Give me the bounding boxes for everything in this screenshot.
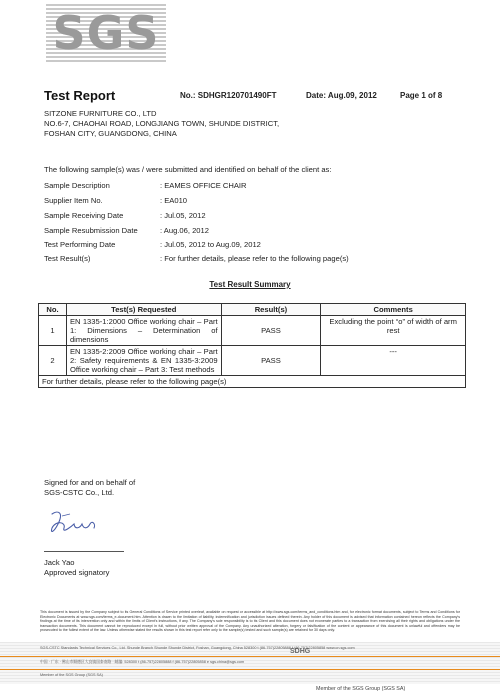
field-value: : EAMES OFFICE CHAIR: [160, 181, 247, 190]
table-header-row: [39, 304, 466, 316]
report-number: No.: SDHGR120701490FT: [180, 91, 277, 100]
client-address-line: FOSHAN CITY, GUANGDONG, CHINA: [44, 129, 177, 138]
signing-company: SGS-CSTC Co., Ltd.: [44, 488, 115, 497]
client-address-line: NO.6-7, CHAOHAI ROAD, LONGJIANG TOWN, SHUNDE DISTRICT,: [44, 119, 280, 128]
table-footer-row: [39, 376, 466, 388]
column-header: Test(s) Requested: [66, 304, 221, 316]
field-label: Test Performing Date: [44, 240, 116, 249]
test-result: PASS: [221, 316, 321, 346]
test-comment: Excluding the point “o” of width of arm rest: [321, 316, 466, 346]
report-title: Test Report: [44, 88, 116, 103]
summary-table: [38, 303, 466, 388]
row-number: 1: [39, 316, 67, 346]
branch-code: SDHG: [290, 648, 311, 655]
field-value: : Aug.06, 2012: [160, 226, 209, 235]
report-date: Date: Aug.09, 2012: [306, 91, 377, 100]
page-indicator: Page 1 of 8: [400, 91, 443, 100]
handwritten-signature: [44, 502, 104, 542]
signer-name: Jack Yao: [44, 558, 75, 567]
row-number: 2: [39, 346, 67, 376]
footer-divider: [0, 669, 500, 670]
footer-group-line: Member of the SGS Group (SGS SA): [40, 673, 103, 677]
table-row: [39, 346, 466, 376]
test-requested: EN 1335-2:2009 Office working chair – Part 2: Safety requirements & EN 1335-3:2009 Office working chair – Part 3: Test methods: [66, 346, 221, 376]
client-name: SITZONE FURNITURE CO., LTD: [44, 109, 157, 118]
sgs-logo: [46, 4, 166, 62]
footer-address-en: SGS-CSTC Standards Technical Services Co., Ltd. Shunde Branch Shunde Shunde District, Foshan, Guangdong, China 528300 t (86-757)22805888 f (86-757)22805858 www.cn.sgs.com: [40, 646, 355, 650]
test-comment: ---: [321, 346, 466, 376]
logo-text: SGS: [52, 6, 160, 60]
intro-text: The following sample(s) was / were submitted and identified on behalf of the client as:: [44, 165, 332, 174]
field-label: Sample Description: [44, 181, 110, 190]
column-header: Comments: [321, 304, 466, 316]
field-label: Sample Receiving Date: [44, 211, 124, 220]
legal-notice: This document is issued by the Company subject to its General Conditions of Service printed overleaf, available on request or accessible at http://www.sgs.com/terms_and_conditions.htm and, for electronic format documents, subject to Terms and Conditions for Electronic Documents at www.sgs.com/terms_e-document.htm. Attention is drawn to the limitation of liability, indemnification and jurisdiction issues defined therein. Any holder of this document is advised that information contained hereon reflects the Company's findings at the time of its intervention only and within the limits of Client's instructions, if any. The Company's sole responsibility is to its Client and this document does not exonerate parties to a transaction from exercising all their rights and obligations under the transaction documents. This document cannot be reproduced except in full, without prior written approval of the Company. Any unauthorized alteration, forgery or falsification of the content or appearance of this document is unlawful and offenders may be prosecuted to the fullest extent of the law. Unless otherwise stated the results shown in this test report refer only to the sample(s) tested and such sample(s) are retained for 30 days only.: [40, 610, 460, 633]
test-requested: EN 1335-1:2000 Office working chair – Part 1: Dimensions – Determination of dimensions: [66, 316, 221, 346]
table-footer: For further details, please refer to the following page(s): [39, 376, 466, 388]
column-header: Result(s): [221, 304, 321, 316]
field-label: Test Result(s): [44, 254, 91, 263]
summary-title: Test Result Summary: [209, 280, 291, 289]
test-result: PASS: [221, 346, 321, 376]
field-value: : Jul.05, 2012 to Aug.09, 2012: [160, 240, 261, 249]
signed-on-behalf: Signed for and on behalf of: [44, 478, 136, 487]
column-header: No.: [39, 304, 67, 316]
signer-title: Approved signatory: [44, 568, 110, 577]
footer-address-cn: 中国 · 广东 · 佛山市顺德区大良镇国泰南路 · 邮编: 528300 t (86-757)22805888 f (86-757)22805858 e sgs.china@sgs.com: [40, 660, 245, 664]
footer-bar: [0, 642, 500, 684]
field-label: Sample Resubmission Date: [44, 226, 138, 235]
table-row: [39, 316, 466, 346]
field-value: : EA010: [160, 196, 188, 205]
field-value: : Jul.05, 2012: [160, 211, 206, 220]
field-label: Supplier Item No.: [44, 196, 103, 205]
signature-line: [44, 551, 124, 552]
field-value: : For further details, please refer to the following page(s): [160, 254, 349, 263]
member-of-group: Member of the SGS Group (SGS SA): [316, 686, 406, 692]
footer-divider: [0, 656, 500, 657]
